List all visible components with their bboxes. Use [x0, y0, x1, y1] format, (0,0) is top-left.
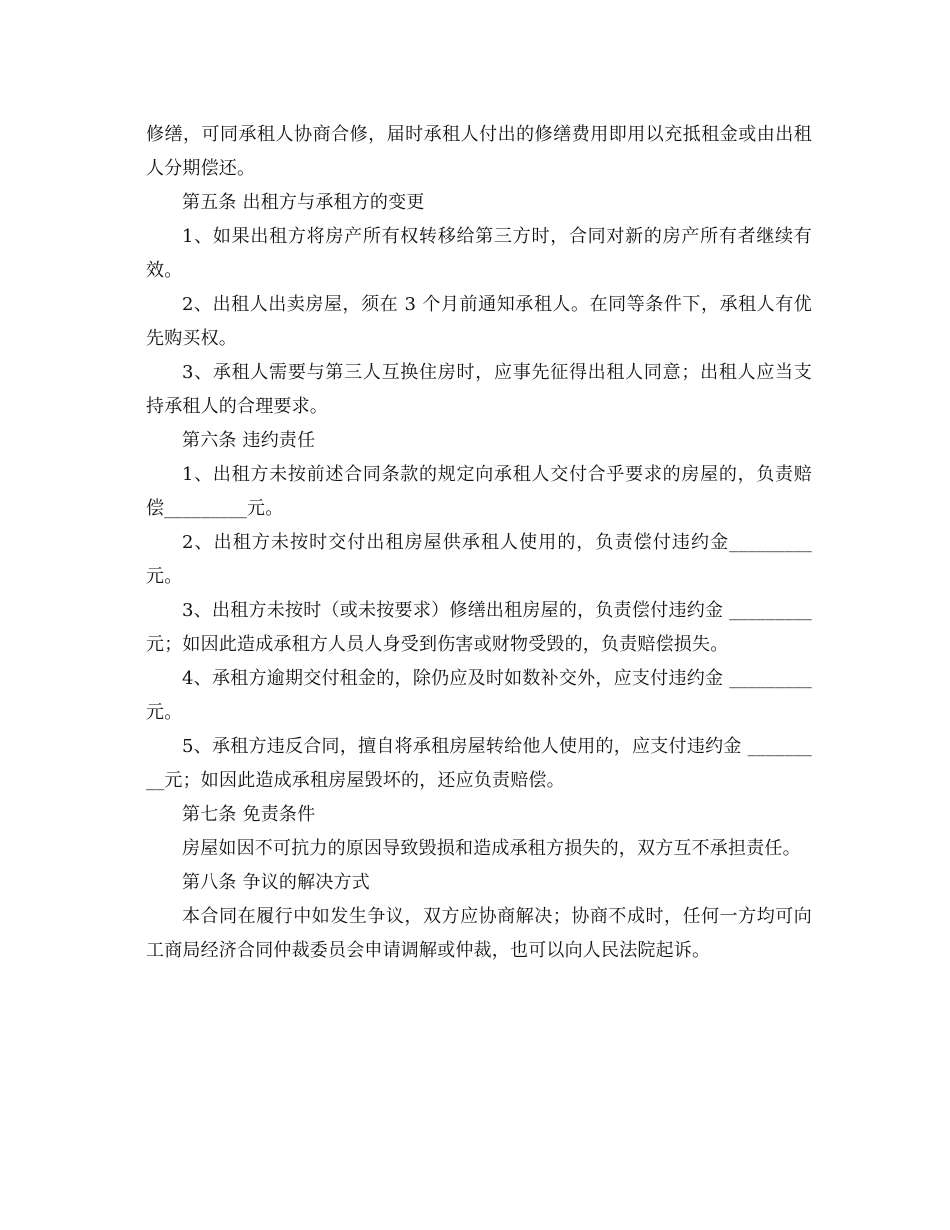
document-body	[146, 118, 812, 968]
article-6-clause-4: 4、承租方逾期交付租金的，除仍应及时如数补交外，应支付违约金 _________元。	[146, 668, 812, 723]
article-7-clause: 房屋如因不可抗力的原因导致毁损和造成承租方损失的，双方互不承担责任。	[182, 838, 801, 859]
article-5-clause-1: 1、如果出租方将房产所有权转移给第三方时，合同对新的房产所有者继续有效。	[146, 226, 812, 281]
article-8-clause: 本合同在履行中如发生争议，双方应协商解决；协商不成时，任何一方均可向工商局经济合同仲裁委员会申请调解或仲裁，也可以向人民法院起诉。	[146, 906, 812, 961]
article-5-heading: 第五条 出租方与承租方的变更	[182, 192, 425, 213]
article-6-clause-1: 1、出租方未按前述合同条款的规定向承租人交付合乎要求的房屋的，负责赔偿_________元。	[146, 464, 812, 519]
article-5-clause-2: 2、出租人出卖房屋，须在 3 个月前通知承租人。在同等条件下，承租人有优先购买权。	[146, 294, 812, 349]
article-5-clause-3: 3、承租人需要与第三人互换住房时，应事先征得出租人同意；出租人应当支持承租人的合理要求。	[146, 362, 812, 417]
article-6-clause-2: 2、出租方未按时交付出租房屋供承租人使用的，负责偿付违约金_________元。	[146, 532, 812, 587]
article-6-heading: 第六条 违约责任	[182, 430, 316, 451]
article-6-clause-5: 5、承租方违反合同，擅自将承租房屋转给他人使用的，应支付违约金 _________元；如因此造成承租房屋毁坏的，还应负责赔偿。	[146, 736, 812, 791]
article-6-clause-3: 3、出租方未按时（或未按要求）修缮出租房屋的，负责偿付违约金 _________元；如因此造成承租方人员人身受到伤害或财物受毁的，负责赔偿损失。	[146, 600, 812, 655]
article-8-heading: 第八条 争议的解决方式	[182, 872, 370, 893]
paragraph-repair-continuation: 修缮，可同承租人协商合修，届时承租人付出的修缮费用即用以充抵租金或由出租人分期偿还。	[146, 124, 812, 179]
article-7-heading: 第七条 免责条件	[182, 804, 316, 825]
